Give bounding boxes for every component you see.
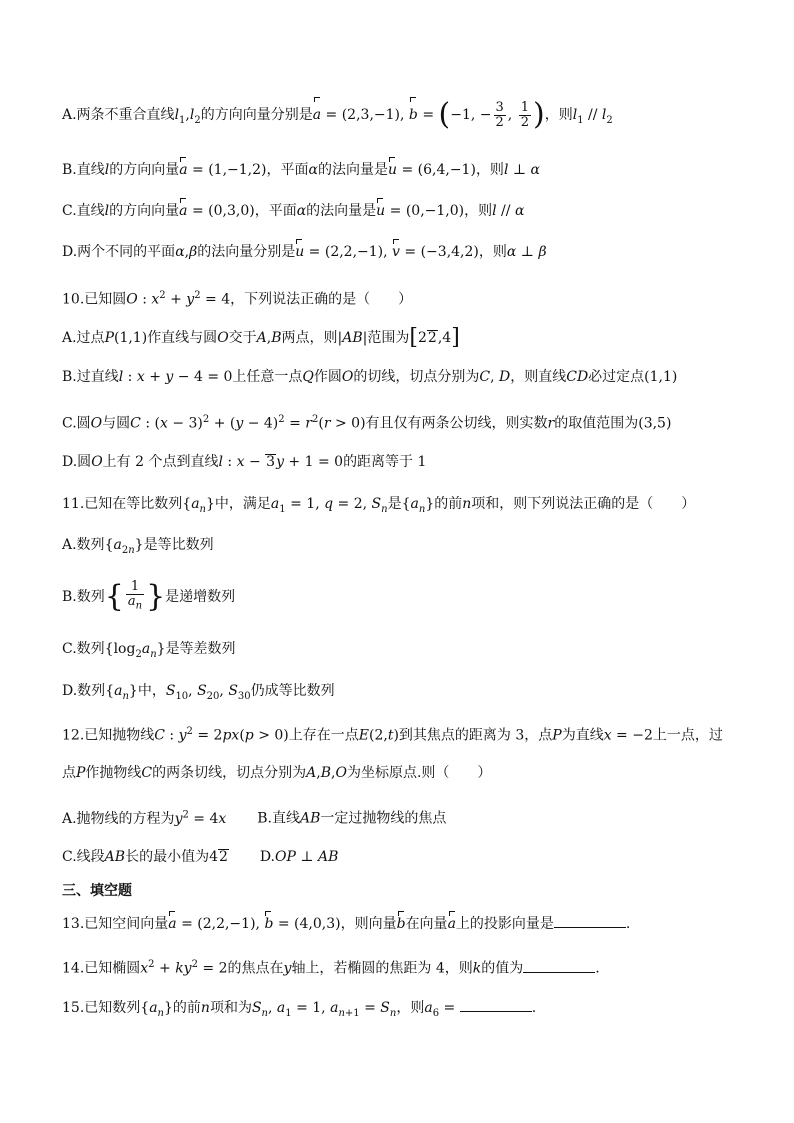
q12-options-ab [62,805,754,829]
q11-option-b: B.数列{ $\frac{1}{a_n}$ }是递增数列 [62,578,236,614]
q12-option-a: A.抛物线的方程为$y^2 = 4x$ [62,809,227,827]
q9-option-a: A.两条不重合直线$l_1,l_2$的方向向量分别是a = (2,3,−1), b = (−1, − $\frac{3}{2}$ , $\frac{1}{2}$ )，则$l_1 // l_2$ [62,97,613,132]
q9-option-c: C.直线l的方向向量a = (0,3,0)，平面α的法向量是u = (0,−1,0)，则l // α [62,203,525,219]
q11-option-d: D.数列$\{a_n\}$中，$S_{10}$, $S_{20}$, $S_{30}$仍成等比数列 [62,683,335,702]
q15-answer-blank[interactable] [460,997,532,1012]
q11-stem: 11.已知在等比数列$\{a_n\}$中，满足$a_1 = 1$, q = 2, $S_n$是$\{a_n\}$的前n项和，则下列说法正确的是（ ） [62,496,696,515]
q10-option-b: B.过直线l : x + y − 4 = 0上任意一点Q作圆O的切线，切点分别为C, D，则直线CD必过定点(1,1) [62,369,678,385]
q10-stem: 10.已知圆O : $x^2 + y^2 = 4$，下列说法正确的是（ ） [62,290,413,308]
q10-option-c: C.圆O与圆C : $(x - 3)^2 + (y - 4)^2 = r^2(r > 0)$有且仅有两条公切线，则实数r的取值范围为(3,5) [62,414,672,432]
q11-option-c: C.数列$\{\log_2a_n\}$是等差数列 [62,641,236,660]
q10-option-d: D.圆O上有 2 个点到直线l : x − 3y + 1 = 0的距离等于 1 [62,454,427,470]
q9-option-b: B.直线l的方向向量a = (1,−1,2)，平面α的法向量是u = (6,4,−1)，则l ⊥ α [62,162,540,178]
q13: 13.已知空间向量a = (2,2,−1), b = (4,0,3)，则向量b在向量a上的投影向量是 . [62,913,754,934]
q12-option-c: C.线段AB长的最小值为42 [62,849,228,865]
q14: 14.已知椭圆$x^2 + ky^2 = 2$的焦点在y轴上，若椭圆的焦距为 4，则k的值为 . [62,959,600,977]
q9-option-d: D.两个不同的平面α,β的法向量分别是u = (2,2,−1), v = (−3,4,2)，则α ⊥ β [62,244,547,260]
q12-options-cd [62,847,754,867]
q11-option-a: A.数列$\{a_{2n}\}$是等比数列 [62,537,214,556]
q12-stem-line2: 点P作抛物线C的两条切线，切点分别为A,B,O为坐标原点.则（ ） [62,765,492,781]
q12-option-d: D.OP ⊥ AB [259,849,339,865]
q15: 15.已知数列$\{a_n\}$的前n项和为$S_n$, $a_1 = 1$, $a_{n+1} = S_n$，则$a_6$ = . [62,997,754,1024]
q12-stem-line1: 12.已知抛物线C : $y^2 = 2px(p > 0)$上存在一点E(2,t)到其焦点的距离为 3，点P为直线x = −2上一点，过 [62,726,723,744]
q14-answer-blank[interactable] [523,958,595,973]
q10-option-a: A.过点P(1,1)作直线与圆O交于A,B两点，则|AB|范围为[22,4] [62,325,460,350]
q12-option-b: B.直线AB一定过抛物线的焦点 [257,810,447,827]
q13-answer-blank[interactable] [554,913,626,928]
section-fill-in-blank: 三、填空题 [62,883,132,899]
